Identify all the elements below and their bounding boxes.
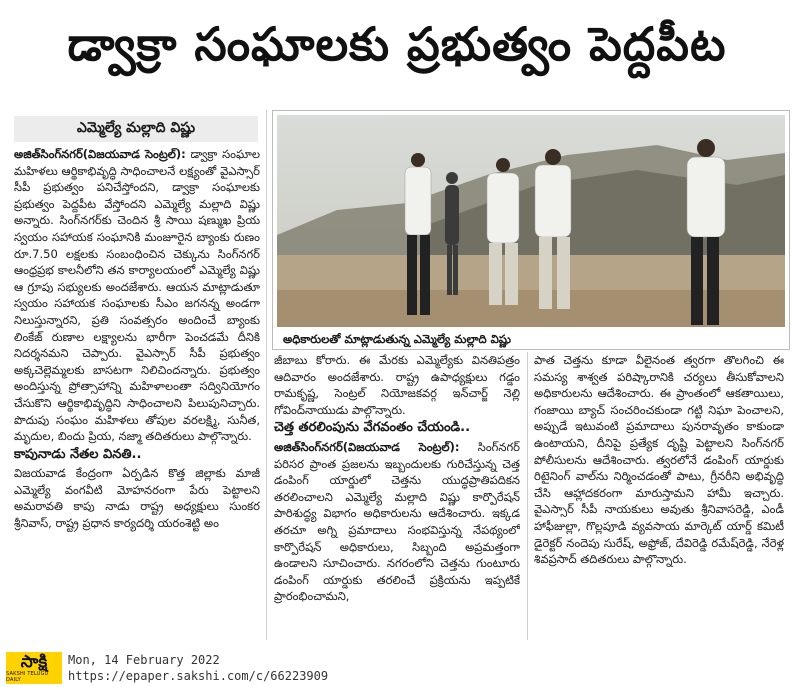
column-divider [266,110,267,640]
body-text: డ్వాక్రా సంఘాల మహిళలు ఆర్థికాభివృద్ధి సాధించాలనే లక్ష్యంతో వైఎస్సార్ సీపీ ప్రభుత్వం పనిచేస్తోందని, డ్వాక్రా సంఘాలకు ప్రభుత్వం పెద్దపీట వేస్తోందని ఎమ్మెల్యే మల్లాది విష్ణు అన్నారు. సింగ్‌నగర్‌కు చెందిన శ్రీ సాయి షణ్ముఖ ప్రియ స్వయం సహాయక సంఘానికి మంజూరైన బ్యాంకు రుణం రూ.7.50 లక్షలకు సంబంధించిన చెక్కును సింగ్‌నగర్ ఆంధ్రప్రభ కాలనీలోని తన కార్యాలయంలో ఎమ్మెల్యే విష్ణు ఆ గ్రూపు సభ్యులకు అందజేశారు. ఆయన మాట్లాడుతూ స్వయం సహాయక సంఘాలకు సీఎం జగనన్న అండగా నిలుస్తున్నారని, ప్రతి సంవత్సరం అందించే బ్యాంకు లింకేజ్ రుణాల లక్ష్యాలను భారీగా పెంచడమే దీనికి నిదర్శనమని చెప్పారు. వైఎస్సార్ సీపీ ప్రభుత్వం అక్కచెల్లెమ్మలకు బాసటగా నిలిచిందన్నారు. ప్రభుత్వం అందిస్తున్న ప్రోత్సాహాన్ని మహిళాలంతా సద్వినియోగం చేసుకొని ఆర్థికాభివృద్ధిని సాధించాలని పిలుపునిచ్చారు. పొదుపు సంఘం మహిళలు తోపుల వరలక్ష్మి, సునీత, మృదుల, బిందు ప్రియ, నజ్మా తదితరులు పాల్గొన్నారు. [14,147,260,444]
footer-info [68,652,328,684]
footer [0,648,794,687]
logo-tagline: SAKSHI TELUGU DAILY [6,671,49,683]
dateline: అజిత్‌సింగ్‌నగర్(విజయవాడ సెంట్రల్): [14,147,186,161]
column-1-paragraph-2: విజయవాడ కేంద్రంగా ఏర్పడిన కొత్త జిల్లాకు మాజీ ఎమ్మెల్యే వంగవీటి మోహనరంగా పేరు పెట్టాలని అమరావతి కాపు నాడు రాష్ట్ర అధ్యక్షులు సుంకర శ్రీనివాస్, రాష్ట్ర ప్రధాన కార్యదర్శి యరంశెట్టి అం [14,466,260,531]
news-photo [277,115,785,327]
column-1-paragraph-1 [14,146,260,445]
kicker: ఎమ్మెల్యే మల్లాది విష్ణు [14,116,258,142]
photo-box [272,110,790,350]
logo-wordmark: సాక్షి [20,652,48,672]
sakshi-logo [6,652,62,684]
column-3-paragraph-1: పాత చెత్తను కూడా వీలైనంత త్వరగా తొలగించి ఈ సమస్య శాశ్వత పరిష్కారానికి చర్యలు తీసుకోవాలని అధికారులను ఆదేశించారు. ఈ ప్రాంతంలో ఆకతాయిలు, గంజాయి బ్యాచ్ సంచరించకుండా గట్టి నిఘా పెంచాలని, అప్పుడే ఇటువంటి ప్రమాదాలు పునరావృతం కాకుండా ఉంటాయని, దీనిపై ప్రత్యేక దృష్టి పెట్టాలని సింగ్‌నగర్ పోలీసులను ఆదేశించారు. త్వరలోనే డంపింగ్ యార్డుకు రిటైనింగ్ వాల్‌ను నిర్మించడంతో పాటు, గ్రీనరీని అభివృద్ధి చేసి ఆహ్లాదకరంగా మారుస్తామని హామీ ఇచ్చారు. వైఎస్సార్ సీపీ నాయకులు అవుతు శ్రీనివాసరెడ్డి, ఎండీ హాఫీజుల్లా, గొల్లపూడి వ్యవసాయ మార్కెట్ యార్డ్ కమిటీ డైరెక్టర్ నందెపు సురేష్, అఫ్రోజ్, దేవిరెడ్డి రమేష్‌రెడ్డి, నేరెళ్ల శివప్రసాద్ తదితరులు పాల్గొన్నారు. [534,353,784,567]
headline: డ్వాక్రా సంఘాలకు ప్రభుత్వం పెద్దపీట [67,17,727,71]
column-2-paragraph-1: జీబాబు కోరారు. ఈ మేరకు ఎమ్మెల్యేకు వినతిపత్రం ఆదివారం అందజేశారు. రాష్ట్ర ఉపాధ్యక్షులు గడ్డం రామకృష్ణ, సెంట్రల్ నియోజకవర్గ ఇన్‌చార్జ్ నెల్లి గోవింద్‌నాయుడు పాల్గొన్నారు. [274,353,520,417]
body-text: సింగ్‌నగర్ పరిసర ప్రాంత ప్రజలను ఇబ్బందులకు గురిచేస్తున్న చెత్త డంపింగ్ యార్డులో చెత్తను యుద్ధప్రాతిపదికన తరలించాలని ఎమ్మెల్యే మల్లాది విష్ణు కార్పొరేషన్ పారిశుద్ధ్య విభాగం అధికారులను ఆదేశించారు. ఇక్కడ తరచూ అగ్ని ప్రమాదాలు సంభవిస్తున్న నేపథ్యంలో కార్పొరేషన్ అధికారులు, సిబ్బంది అప్రమత్తంగా ఉండాలని సూచించారు. నగరంలోని చెత్తను గుంటూరు డంపింగ్ యార్డుకు తరలించే ప్రక్రియను ఇప్పటికే ప్రారంభించామని, [274,439,520,604]
column-2-paragraph-2 [274,439,520,605]
subheading-garbage: చెత్త తరలింపును వేగవంతం చేయండి.. [274,420,471,436]
column-3 [534,352,784,640]
publication-date: Mon, 14 February 2022 [68,653,220,667]
photo-caption: అధికారులతో మాట్లాడుతున్న ఎమ్మెల్యే మల్లాది విష్ణు [283,331,511,346]
dateline: అజిత్‌సింగ్‌నగర్(విజయవాడ సెంట్రల్): [274,439,460,454]
column-divider [527,352,528,640]
subheading-kapunadu: కాపునాడు నేతల వినతి.. [14,446,142,462]
photo-illustration [277,115,785,327]
epaper-link[interactable]: https://epaper.sakshi.com/c/66223909 [68,669,329,683]
column-1 [14,146,260,640]
column-2 [274,352,520,640]
